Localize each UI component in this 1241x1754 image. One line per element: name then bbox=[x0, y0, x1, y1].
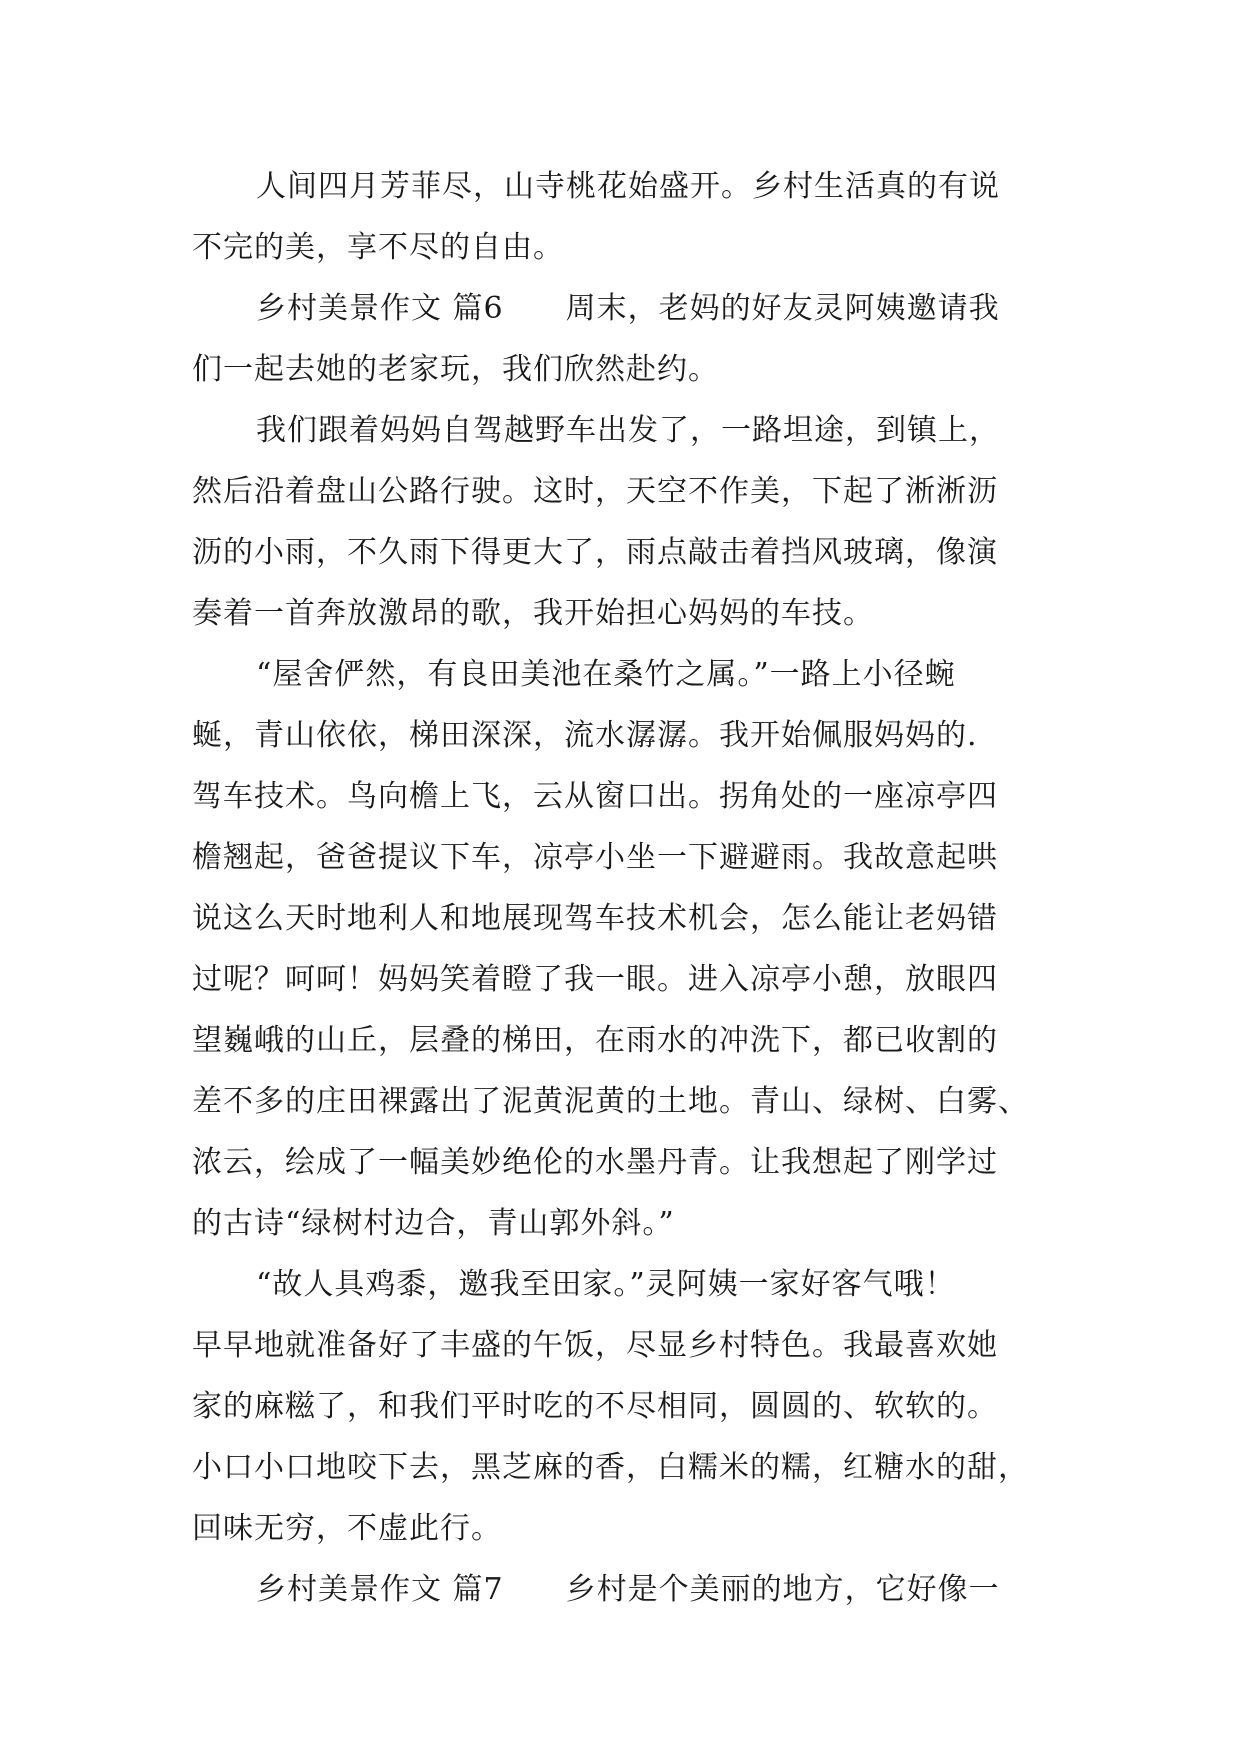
text-line: 不完的美，享不尽的自由。 bbox=[192, 230, 564, 265]
section-heading-line bbox=[192, 278, 1052, 339]
text-line: 檐翘起，爸爸提议下车，凉亭小坐一下避避雨。我故意起哄 bbox=[192, 840, 998, 875]
section-heading: 乡村美景作文 篇7 bbox=[256, 1572, 504, 1607]
text-line: 驾车技术。鸟向檐上飞，云从窗口出。拐角处的一座凉亭四 bbox=[192, 779, 998, 814]
text-line: 过呢？呵呵！妈妈笑着瞪了我一眼。进入凉亭小憩，放眼四 bbox=[192, 962, 998, 997]
text-line: 人间四月芳菲尽，山寺桃花始盛开。乡村生活真的有说 bbox=[256, 169, 1000, 204]
text-line: 望巍峨的山丘，层叠的梯田，在雨水的冲洗下，都已收割的 bbox=[192, 1023, 998, 1058]
text-segment: 周末，老妈的好友灵阿姨邀请我 bbox=[565, 291, 1000, 326]
text-line: 沥的小雨，不久雨下得更大了，雨点敲击着挡风玻璃，像演 bbox=[192, 535, 998, 570]
text-line: “屋舍俨然，有良田美池在桑竹之属。”一路上小径蜿 bbox=[256, 657, 956, 692]
text-line: 差不多的庄田裸露出了泥黄泥黄的土地。青山、绿树、白雾、 bbox=[192, 1084, 1029, 1119]
text-line: 蜒，青山依依，梯田深深，流水潺潺。我开始佩服妈妈的. bbox=[192, 718, 978, 753]
text-line: 回味无穷，不虚此行。 bbox=[192, 1511, 502, 1546]
essay-text bbox=[192, 156, 1052, 1620]
section-heading: 乡村美景作文 篇6 bbox=[256, 291, 504, 326]
text-line: “故人具鸡黍，邀我至田家。”灵阿姨一家好客气哦！ bbox=[256, 1267, 956, 1302]
text-line: 家的麻糍了，和我们平时吃的不尽相同，圆圆的、软软的。 bbox=[192, 1389, 998, 1424]
text-line: 说这么天时地利人和地展现驾车技术机会，怎么能让老妈错 bbox=[192, 901, 998, 936]
text-segment: 乡村是个美丽的地方，它好像一 bbox=[565, 1572, 1000, 1607]
text-line: 浓云，绘成了一幅美妙绝伦的水墨丹青。让我想起了刚学过 bbox=[192, 1145, 998, 1180]
text-line: 我们跟着妈妈自驾越野车出发了，一路坦途，到镇上， bbox=[256, 413, 1000, 448]
text-line: 们一起去她的老家玩，我们欣然赴约。 bbox=[192, 352, 719, 387]
text-line: 小口小口地咬下去，黑芝麻的香，白糯米的糯，红糖水的甜， bbox=[192, 1450, 1029, 1485]
text-line: 然后沿着盘山公路行驶。这时，天空不作美，下起了淅淅沥 bbox=[192, 474, 998, 509]
text-line: 的古诗“绿树村边合，青山郭外斜。” bbox=[192, 1206, 675, 1241]
section-heading-line bbox=[192, 1559, 1052, 1620]
text-line: 早早地就准备好了丰盛的午饭，尽显乡村特色。我最喜欢她 bbox=[192, 1328, 998, 1363]
text-line: 奏着一首奔放激昂的歌，我开始担心妈妈的车技。 bbox=[192, 596, 874, 631]
